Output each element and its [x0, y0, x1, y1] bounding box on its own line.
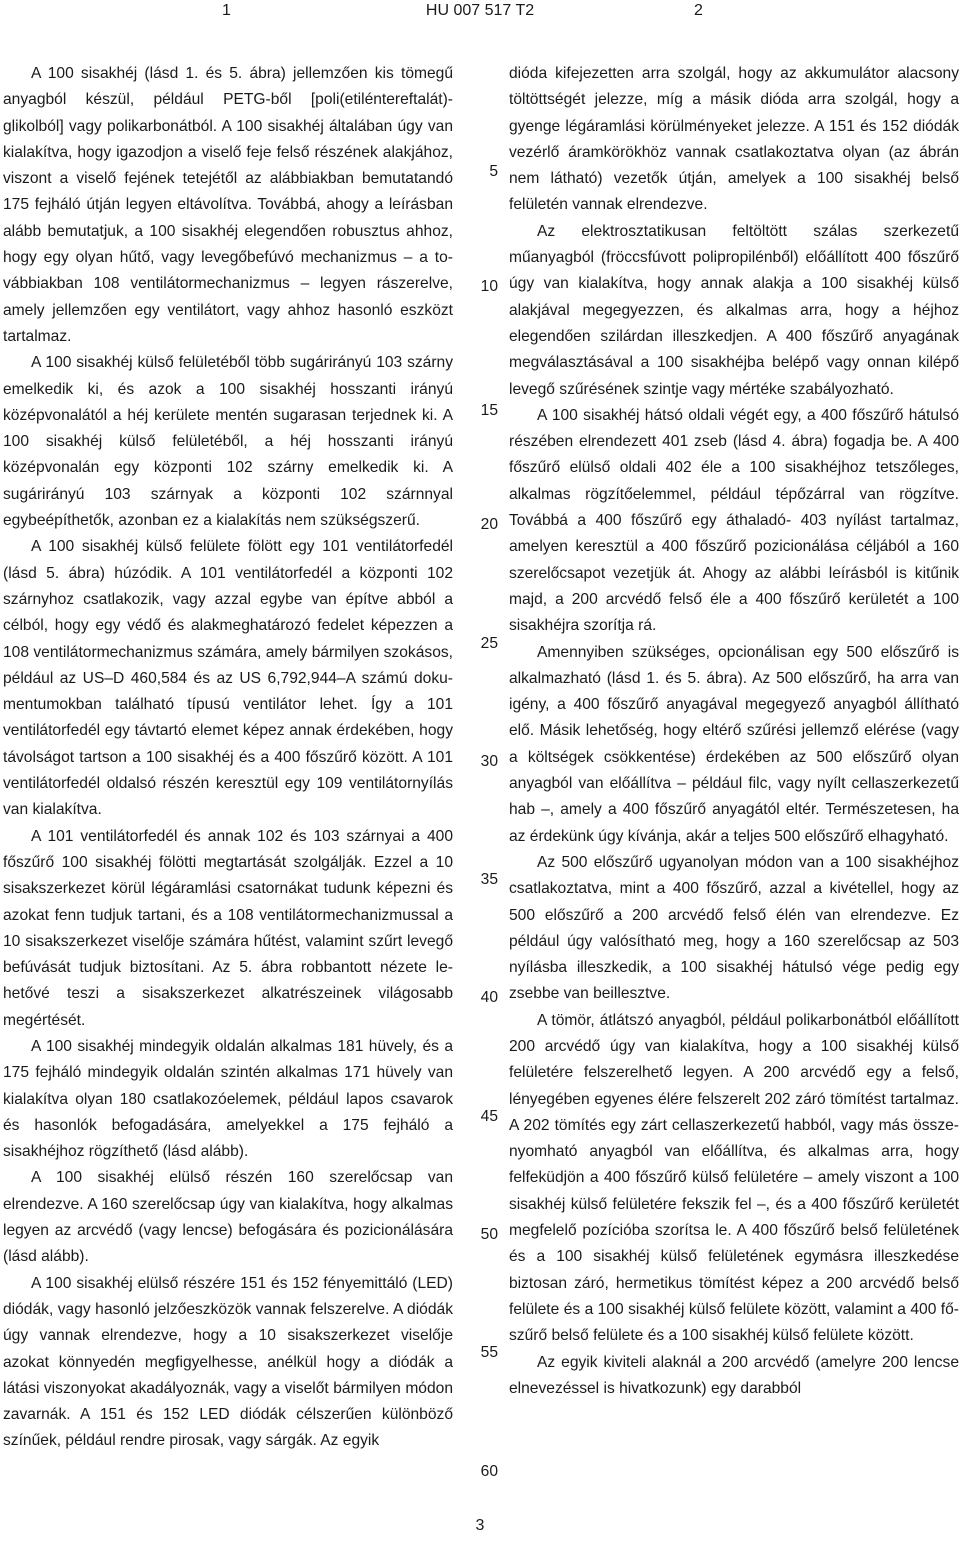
- patent-number: HU 007 517 T2: [425, 2, 535, 19]
- page-number-right: 2: [694, 2, 703, 19]
- line-number-gutter: [462, 0, 498, 1541]
- paragraph: A 100 sisakhéj hátsó oldali végét egy, a 400 főszűrő hátulsó részében elrendezett 401 zseb (lásd 4. ábra) fogadja be. A 400 főszűrő elülső oldali 402 éle a 100 sisakhéjhoz tetszőleges, alkalmas rögzítőelemmel, például tépőzárral van rögzítve. Továbbá a 400 főszűrő egy áthaladó- 403 nyílást tartalmaz, amelyen keresztül a 400 főszűrő pozicionálása céljából a 160 szerelőcsapot vezetjük át. Ahogy az alábbi leírásból is kitűnik majd, a 200 arcvédő felső éle a 400 főszűrő kerületét a 100 sisakhéjra szorítja rá.: [509, 406, 959, 635]
- line-number: 35: [480, 871, 498, 888]
- right-column: [509, 61, 959, 1402]
- paragraph: Az egyik kiviteli alaknál a 200 arcvédő (amelyre 200 lencse elnevezéssel is hivatkozunk) egy darabból: [509, 1353, 959, 1397]
- paragraph: A tömör, átlátszó anyagból, például polikarbonátból előállított 200 arcvédő úgy van kialakítva, hogy a 100 sisakhéj külső felületére felszerelhető legyen. A 200 arcvédő egy a felső, lényegében egyenes élére felszerelt 202 záró tömítést tartalmaz. A 202 tömítés egy zárt cellaszerkezetű habból, vagy más összenyomható anyagból van előállítva, és alkalmas arra, hogy felfeküdjön a 400 főszűrő külső felületére – amely viszont a 100 sisakhéj külső felületére fekszik fel –, és a 400 főszűrő kerületét megfelelő pozícióba szorítsa le. A 400 főszűrő belső felületének és a 100 sisakhéj külső felületének egymásra illeszkedése biztosan záró, hermetikus tömítést képez a 200 arcvédő belső felülete és a 100 sisakhéj külső felülete között, valamint a 400 főszűrő belső felülete és a 100 sisakhéj külső felülete között.: [509, 1011, 959, 1345]
- page-footer: [0, 1516, 960, 1536]
- paragraph: A 100 sisakhéj (lásd 1. és 5. ábra) jellemzően kis tömegű anyagból készül, például PETG-ből [poli(etiléntereftalát)-glikolból] vagy polikarbonátból. A 100 sisakhéj általában úgy van kialakítva, hogy igazodjon a viselő feje felső részének alakjához, viszont a viselő fejének tetejétől az alábbiakban bemutatandó 175 fejháló útján legyen eltávolítva. Továbbá, ahogy a leírásban alább bemutatjuk, a 100 sisakhéj elegendően robusztus ahhoz, hogy egy olyan hűtő, vagy levegőbefúvó mechanizmus – a továbbiakban 108 ventilátormechanizmus – legyen rászerelve, amely jellemzően egy ventilátort, vagy ahhoz hasonló eszközt tartalmaz.: [3, 65, 453, 345]
- left-column: [3, 61, 453, 1455]
- paragraph: A 100 sisakhéj külső felülete fölött egy 101 ventilátorfedél (lásd 5. ábra) húzódik. A 101 ventilátorfedél a központi 102 szárnyhoz csatlakozik, vagy azzal egybe van építve abból a célból, hogy egy védő és alakmeghatározó fedelet képezzen a 108 ventilátormechanizmus számára, amely bármilyen szokásos, például az US–D 460,584 és az US 6,792,944–A számú dokumentumokban található típusú ventilátor lehet. Így a 101 ventilátorfedél egy távtartó elemet képez annak érdekében, hogy távolságot tartson a 100 sisakhéj és a 400 főszűrő között. A 101 ventilátorfedél oldalsó részén keresztül egy 109 ventilátornyílás van kialakítva.: [3, 538, 453, 819]
- line-number: 10: [480, 278, 498, 295]
- paragraph: Amennyiben szükséges, opcionálisan egy 500 előszűrő is alkalmazható (lásd 1. és 5. ábra). Az 500 előszűrő, ha arra van igény, a 400 főszűrő anyagával megegyező anyagból állítható elő. Másik lehetőség, hogy eltérő szűrési jellemző elérése (vagy a költségek csökkentése) érdekében az 500 előszűrő olyan anyagból van előállítva – például filc, vagy nyílt cellaszerkezetű hab –, amely a 400 főszűrő anyagától eltér. Természetesen, ha az érdekünk úgy kívánja, akár a teljes 500 előszűrő elhagyható.: [509, 643, 959, 845]
- paragraph: A 101 ventilátorfedél és annak 102 és 103 szárnyai a 400 főszűrő 100 sisakhéj fölötti megtartását szolgálják. Ezzel a 10 sisakszerkezet körül légáramlási csatornákat tudunk képezni és azokat fenn tudjuk tartani, és a 108 ventilátormechanizmussal a 10 sisakszerkezet viselője számára hűtést, valamint szűrt levegő befúvását tudjuk biztosítani. Az 5. ábra robbantott nézete lehetővé teszi a sisakszerkezet alkatrészeinek világosabb megértését.: [3, 827, 453, 1029]
- line-number: 5: [489, 163, 498, 180]
- paragraph: A 100 sisakhéj mindegyik oldalán alkalmas 181 hüvely, és a 175 fejháló mindegyik oldalán szintén alkalmas 171 hüvely van kialakítva olyan 180 csatlakozóelemek, például lapos csavarok és hasonlók befogadására, amelyekkel a 175 fejháló a sisakhéjhoz rögzíthető (lásd alább).: [3, 1037, 453, 1161]
- line-number: 50: [480, 1226, 498, 1243]
- line-number: 25: [480, 635, 498, 652]
- page-number-left: 1: [222, 2, 231, 19]
- paragraph: Az 500 előszűrő ugyanolyan módon van a 100 sisakhéjhoz csatlakoztatva, mint a 400 főszűrő, azzal a kivétellel, hogy az 500 előszűrő a 200 arcvédő felső élén van elrendezve. Ez például úgy valósítható meg, hogy a 160 szerelőcsap az 503 nyílásba illeszkedik, a 100 sisakhéj hátulsó vége pedig egy zsebbe van beillesztve.: [509, 853, 959, 1003]
- line-number: 20: [480, 516, 498, 533]
- paragraph: dióda kifejezetten arra szolgál, hogy az akkumulátor alacsony töltöttségét jelezze, míg a másik dióda arra szolgál, hogy a gyenge légáramlási körülményeket jelezze. A 151 és 152 diódák vezérlő áramkörökhöz vannak csatlakoztatva olyan (az ábrán nem látható) vezetők útján, amelyek a 100 sisakhéj belső felületén vannak elrendezve.: [509, 65, 959, 214]
- paragraph: A 100 sisakhéj elülső részén 160 szerelőcsap van elrendezve. A 160 szerelőcsap úgy van kialakítva, hogy alkalmas legyen az arcvédő (vagy lencse) befogására és pozicionálására (lásd alább).: [3, 1169, 453, 1266]
- line-number: 15: [480, 402, 498, 419]
- footer-page-number: 3: [475, 1517, 485, 1534]
- paragraph: A 100 sisakhéj elülső részére 151 és 152 fényemittáló (LED) diódák, vagy hasonló jelzőeszközök vannak felszerelve. A diódák úgy vannak elrendezve, hogy a 10 sisakszerkezet viselője azokat könnyedén megfigyelhesse, anélkül hogy a diódák a látási viszonyokat akadályoznák, vagy a viselőt bármilyen módon zavarnák. A 151 és 152 LED diódák célszerűen különböző színűek, például rendre pirosak, vagy sárgák. Az egyik: [3, 1274, 453, 1450]
- line-number: 55: [480, 1344, 498, 1361]
- line-number: 45: [480, 1108, 498, 1125]
- paragraph: Az elektrosztatikusan feltöltött szálas szerkezetű műanyagból (fröccsfúvott polipropilénből) előállított 400 főszűrő úgy van kialakítva, hogy annak alakja a 100 sisakhéj külső alakjával megegyezzen, és alkalmas arra, hogy a héjhoz elegendően szilárdan illeszkedjen. A 400 főszűrő anyagának megválasztásával a 100 sisakhéjba belépő vagy onnan kilépő levegő szűrésének szintje vagy mértéke szabályozható.: [509, 222, 959, 398]
- line-number: 40: [480, 989, 498, 1006]
- paragraph: A 100 sisakhéj külső felületéből több sugárirányú 103 szárny emelkedik ki, és azok a 100 sisakhéj hosszanti irányú középvonalától a héj kerülete mentén sugarasan terjednek ki. A 100 sisakhéj külső felületéből, a héj hosszanti irányú középvonalán egy központi 102 szárny emelkedik ki. A sugárirányú 103 szárnyak a központi 102 szárnnyal egybeépíthetők, azonban ez a kialakítás nem szükségszerű.: [3, 354, 453, 530]
- line-number: 60: [480, 1463, 498, 1480]
- line-number: 30: [480, 753, 498, 770]
